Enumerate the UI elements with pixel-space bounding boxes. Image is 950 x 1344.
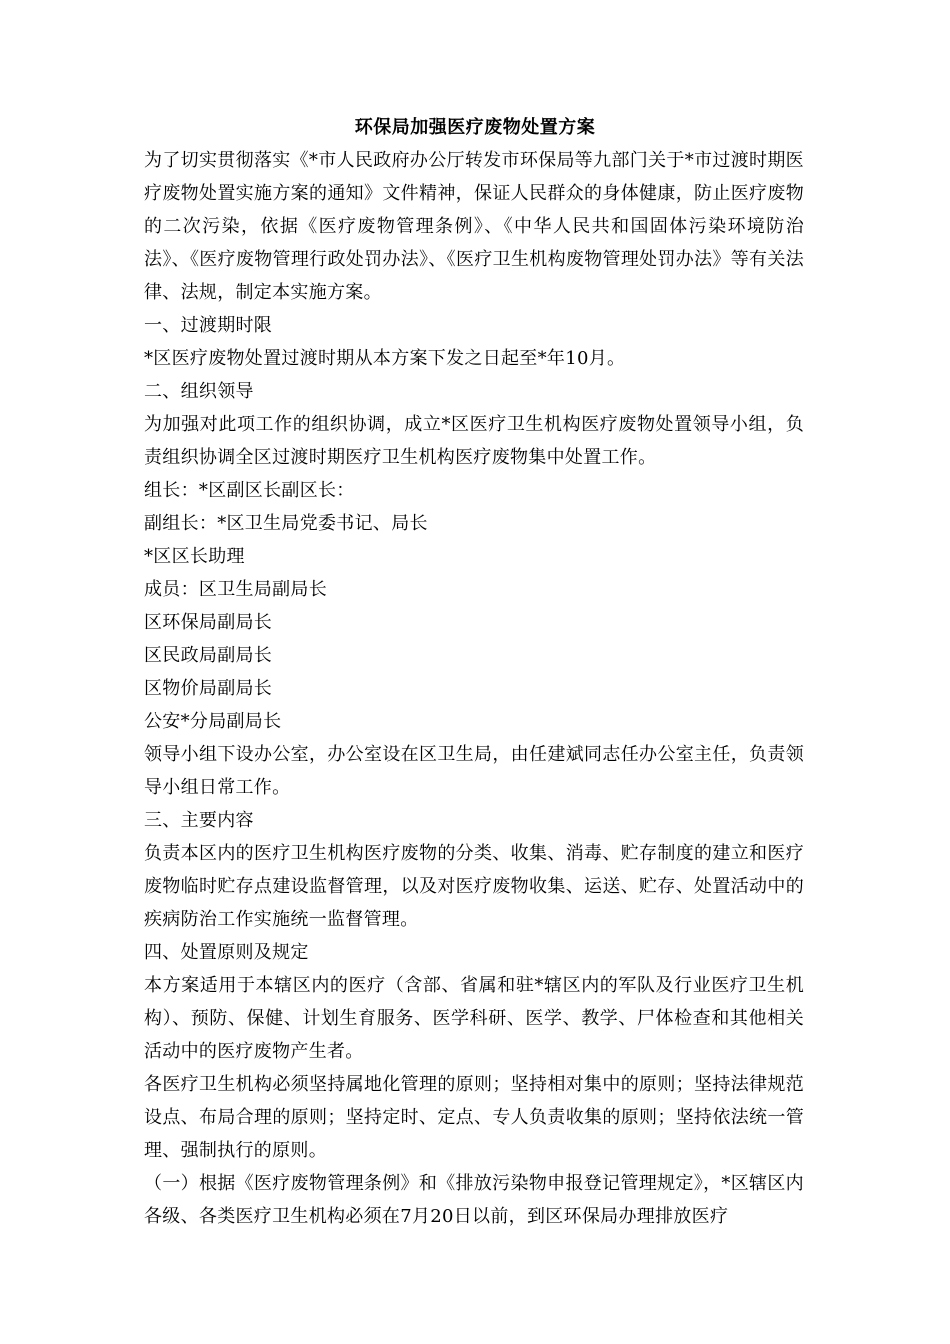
document-body: [144, 144, 804, 1233]
heading-main-content: 三、主要内容: [144, 810, 254, 831]
deputy-leader-line-2: *区区长助理: [144, 546, 245, 567]
heading-organization: 二、组织领导: [144, 381, 254, 402]
leader-line: 组长：*区副区长副区长：: [144, 480, 355, 501]
member-line-4: 区物价局副局长: [144, 678, 273, 699]
paragraph-office: 领导小组下设办公室，办公室设在区卫生局，由任建斌同志任办公室主任，负责领导小组日常工作。: [144, 744, 804, 798]
member-line-3: 区民政局副局长: [144, 645, 273, 666]
paragraph-transition-period: *区医疗废物处置过渡时期从本方案下发之日起至*年10月。: [144, 348, 626, 369]
heading-principles: 四、处置原则及规定: [144, 942, 309, 963]
paragraph-principles: 各医疗卫生机构必须坚持属地化管理的原则；坚持相对集中的原则；坚持法律规范设点、布局合理的原则；坚持定时、定点、专人负责收集的原则；坚持依法统一管理、强制执行的原则。: [144, 1074, 804, 1161]
paragraph-item-1: （一）根据《医疗废物管理条例》和《排放污染物申报登记管理规定》，*区辖区内各级、各类医疗卫生机构必须在7月20日以前，到区环保局办理排放医疗: [144, 1173, 804, 1227]
deputy-leader-line: 副组长：*区卫生局党委书记、局长: [144, 513, 428, 534]
document-title: 环保局加强医疗废物处置方案: [354, 117, 596, 138]
paragraph-main-content: 负责本区内的医疗卫生机构医疗废物的分类、收集、消毒、贮存制度的建立和医疗废物临时贮存点建设监督管理，以及对医疗废物收集、运送、贮存、处置活动中的疾病防治工作实施统一监督管理。: [144, 843, 804, 930]
paragraph-intro: 为了切实贯彻落实《*市人民政府办公厅转发市环保局等九部门关于*市过渡时期医疗废物处置实施方案的通知》文件精神，保证人民群众的身体健康，防止医疗废物的二次污染，依据《医疗废物管理条例》、《中华人民共和国固体污染环境防治法》、《医疗废物管理行政处罚办法》、《医疗卫生机构废物管理处罚办法》等有关法律、法规，制定本实施方案。: [144, 150, 804, 303]
member-line-1: 成员：区卫生局副局长: [144, 579, 327, 600]
paragraph-scope: 本方案适用于本辖区内的医疗（含部、省属和驻*辖区内的军队及行业医疗卫生机构）、预防、保健、计划生育服务、医学科研、医学、教学、尸体检查和其他相关活动中的医疗废物产生者。: [144, 975, 804, 1062]
paragraph-organization: 为加强对此项工作的组织协调，成立*区医疗卫生机构医疗废物处置领导小组，负责组织协调全区过渡时期医疗卫生机构医疗废物集中处置工作。: [144, 414, 804, 468]
member-line-2: 区环保局副局长: [144, 612, 273, 633]
heading-transition-period: 一、过渡期时限: [144, 315, 273, 336]
member-line-5: 公安*分局副局长: [144, 711, 282, 732]
